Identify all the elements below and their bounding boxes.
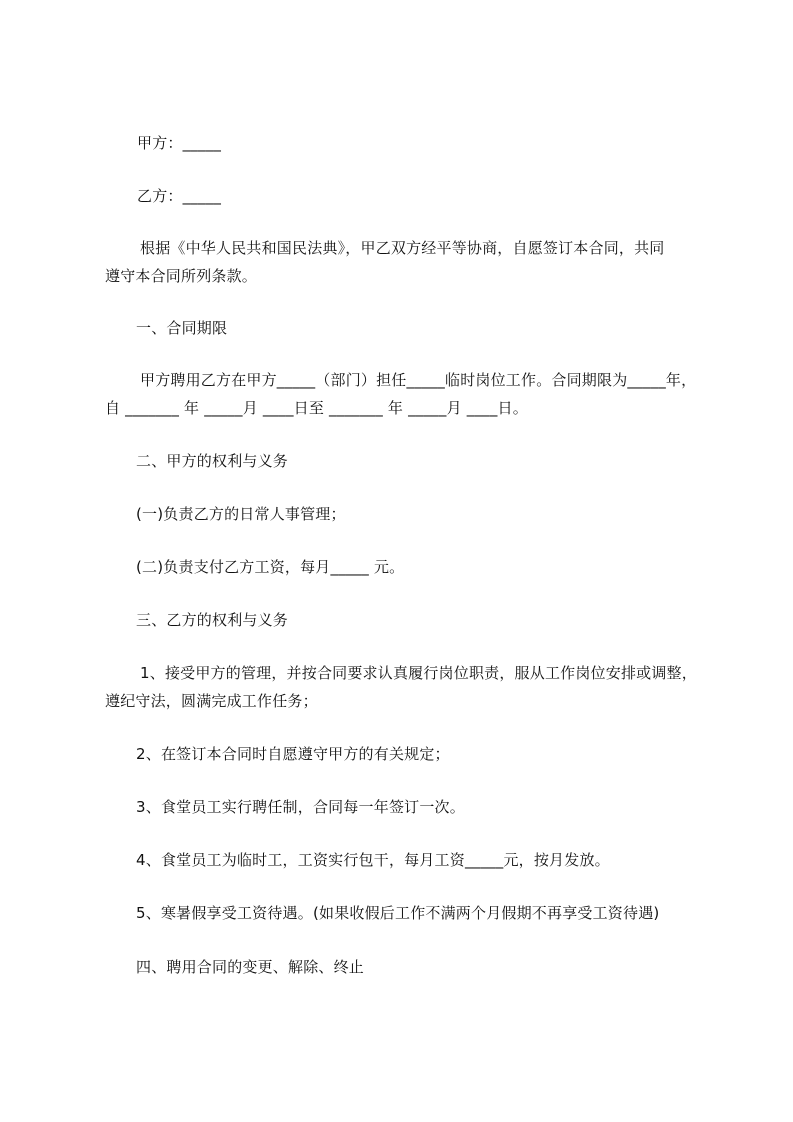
section-2-item-2: (二)负责支付乙方工资，每月_____ 元。: [136, 558, 405, 576]
intro-line-2: 遵守本合同所列条款。: [105, 267, 258, 285]
intro-line-1: 根据《中华人民共和国民法典》，甲乙双方经平等协商，自愿签订本合同，共同: [140, 239, 665, 257]
section-1-title: 一、合同期限: [136, 319, 228, 337]
section-3-item-1-line-2: 遵纪守法，圆满完成工作任务；: [105, 692, 318, 710]
section-3-item-4: 4、食堂员工为临时工，工资实行包干，每月工资_____元，按月发放。: [136, 851, 610, 869]
section-1-paragraph-line-2: 自 _______ 年 _____月 ____日至 _______ 年 _____月 ____日。: [105, 399, 528, 417]
section-3-item-1-line-1: 1、接受甲方的管理，并按合同要求认真履行岗位职责，服从工作岗位安排或调整，: [140, 664, 697, 682]
section-3-item-3: 3、食堂员工实行聘任制，合同每一年签订一次。: [136, 798, 465, 816]
section-2-title: 二、甲方的权利与义务: [136, 452, 289, 470]
party-a-line: 甲方：_____: [137, 134, 222, 152]
section-1-paragraph-line-1: 甲方聘用乙方在甲方_____（部门）担任_____临时岗位工作。合同期限为_____年，: [140, 371, 697, 389]
section-3-item-2: 2、在签订本合同时自愿遵守甲方的有关规定；: [136, 745, 450, 763]
section-2-item-1: (一)负责乙方的日常人事管理；: [136, 505, 346, 523]
party-b-line: 乙方：_____: [137, 187, 222, 205]
section-3-title: 三、乙方的权利与义务: [136, 611, 289, 629]
section-3-item-5: 5、寒暑假享受工资待遇。(如果收假后工作不满两个月假期不再享受工资待遇): [136, 904, 660, 922]
section-4-title: 四、聘用合同的变更、解除、终止: [136, 958, 365, 976]
